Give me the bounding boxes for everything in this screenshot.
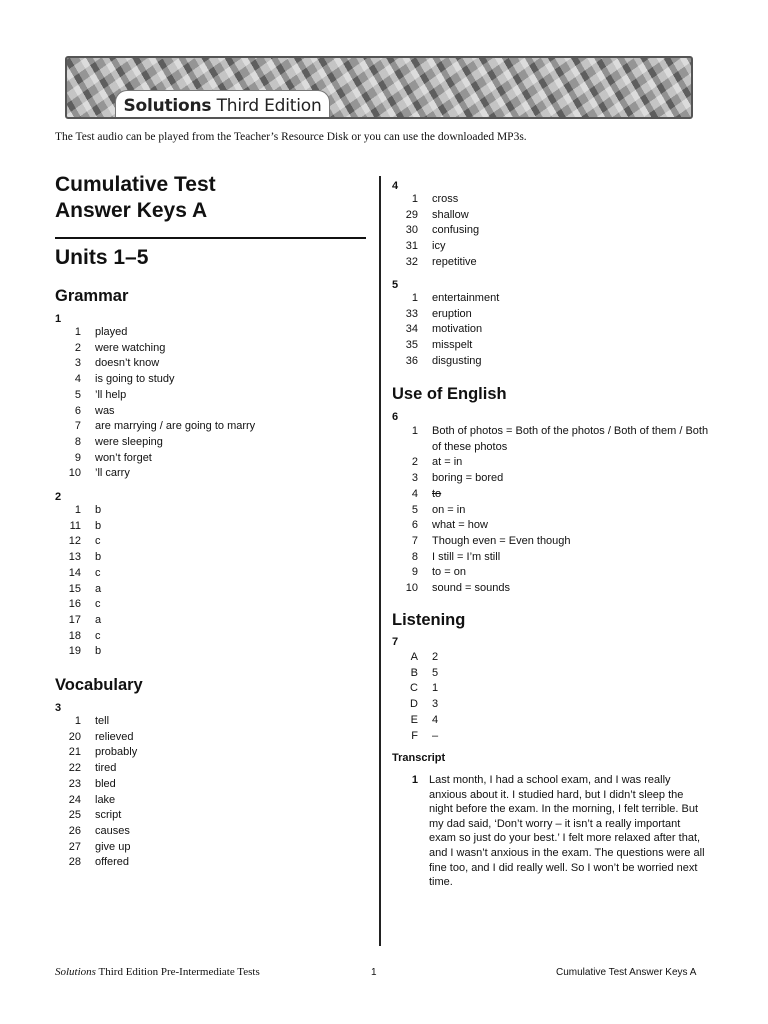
exercise-6-answers: [392, 424, 712, 597]
answer-number: 28: [68, 856, 81, 869]
answer-number: 27: [68, 840, 81, 853]
answer-item: [55, 644, 101, 660]
answer-number: 20: [68, 730, 81, 743]
answer-text: b: [95, 504, 102, 516]
answer-number: 25: [68, 809, 81, 822]
answer-number: 21: [68, 746, 81, 759]
answer-number: 18: [68, 629, 81, 642]
exercise-3-answers: [55, 714, 137, 871]
answer-item: [55, 372, 255, 388]
answer-item: [392, 338, 499, 354]
exercise-number-6: 6: [392, 411, 399, 423]
answer-item: [55, 341, 255, 357]
answer-number: 8: [411, 550, 418, 563]
answer-text: c: [95, 535, 101, 548]
answer-number: 1: [74, 326, 81, 338]
intro-text: The Test audio can be played from the Teacher’s Resource Disk or you can use the downloaded MP3s.: [55, 131, 527, 143]
answer-text: on = in: [432, 503, 466, 516]
answer-number: B: [410, 666, 418, 679]
answer-number: D: [410, 698, 418, 711]
transcript-number: 1: [411, 774, 418, 786]
answer-number: 15: [68, 582, 81, 595]
answer-text: Both of photos = Both of the photos / Both of them / Both of these photos: [432, 425, 709, 453]
answer-item: [392, 534, 712, 550]
footer-page-number: 1: [371, 967, 377, 978]
answer-item: [55, 597, 101, 613]
answer-text: misspelt: [432, 339, 473, 352]
answer-item: [392, 307, 499, 323]
exercise-4-answers: [392, 192, 479, 271]
answer-text: repetitive: [432, 255, 477, 268]
answer-number: 1: [411, 425, 418, 437]
answer-number: 11: [69, 519, 81, 532]
answer-item: [392, 487, 712, 503]
answer-text: ’ll help: [95, 388, 127, 401]
answer-item: [55, 855, 137, 871]
answer-text: ’ll carry: [95, 467, 130, 480]
answer-number: 6: [74, 404, 81, 417]
answer-text: b: [95, 551, 102, 564]
exercise-7-answers: [392, 650, 438, 744]
answer-text: 3: [432, 698, 439, 711]
answer-item: [55, 582, 101, 598]
answer-text: icy: [432, 240, 446, 253]
answer-item: [55, 793, 137, 809]
answer-text: were watching: [95, 341, 166, 354]
answer-text: are marrying / are going to marry: [95, 420, 256, 433]
answer-item: [55, 613, 101, 629]
answer-item: [392, 518, 712, 534]
answer-text: 1: [432, 682, 439, 695]
answer-number: 10: [405, 582, 418, 595]
answer-text: probably: [95, 746, 138, 759]
answer-item: [392, 503, 712, 519]
answer-item: [55, 629, 101, 645]
answer-number: 9: [411, 566, 418, 579]
answer-item: [55, 730, 137, 746]
answer-item: [55, 466, 255, 482]
answer-text: cross: [432, 193, 459, 205]
answer-number: 35: [405, 339, 418, 352]
transcript-text: Last month, I had a school exam, and I was really anxious about it. I studied hard, but I didn’t sleep the night before the exam. In the morning, I felt terrible. But my dad said, ‘Don’t worry – it isn’t a really important exam so just do your best.’ I felt more relaxed after that, and I wasn’t anxious in the exam. The questions were all fine too, and I did really well. So I won’t be worried next time.: [429, 774, 705, 889]
answer-number: 3: [74, 357, 81, 370]
answer-number: 5: [411, 503, 418, 516]
answer-item: [55, 451, 255, 467]
answer-text: were sleeping: [95, 435, 163, 448]
answer-number: 4: [411, 487, 418, 500]
answer-item: [392, 424, 712, 455]
answer-item: [392, 255, 479, 271]
section-listening: Listening: [392, 611, 466, 629]
answer-item: [392, 455, 712, 471]
answer-item: [392, 681, 438, 697]
answer-text: c: [95, 629, 101, 642]
answer-item: [392, 291, 499, 307]
exercise-number-3: 3: [55, 702, 62, 714]
exercise-2-answers: [55, 503, 101, 660]
footer-section-title: Cumulative Test Answer Keys A: [556, 967, 697, 978]
answer-text: at = in: [432, 456, 463, 469]
answer-number: 2: [411, 456, 418, 469]
answer-text: 5: [432, 666, 439, 679]
exercise-number-4: 4: [392, 180, 399, 192]
answer-item: [55, 356, 255, 372]
answer-text: won’t forget: [95, 451, 152, 464]
answer-number: 3: [411, 472, 418, 485]
answer-text: I still = I’m still: [432, 550, 501, 563]
answer-item: [55, 325, 255, 341]
answer-text: to = on: [432, 566, 466, 579]
answer-text: Though even = Even though: [432, 534, 571, 547]
answer-text: what = how: [432, 519, 488, 532]
answer-item: [392, 729, 438, 745]
brand-tab: [115, 90, 330, 119]
answer-item: [392, 581, 712, 597]
answer-text: boring = bored: [432, 472, 504, 485]
exercise-number-2: 2: [55, 491, 62, 503]
answer-number: 26: [68, 824, 81, 837]
answer-item: [55, 808, 137, 824]
answer-text: offered: [95, 856, 130, 869]
answer-number: 6: [411, 519, 418, 532]
column-divider: [379, 176, 381, 946]
answer-item: [392, 565, 712, 581]
answer-text: eruption: [432, 307, 472, 320]
answer-number: 19: [68, 645, 81, 658]
answer-number: 2: [74, 341, 81, 354]
answer-number: 34: [405, 323, 418, 336]
exercise-5-answers: [392, 291, 499, 370]
answer-item: [55, 534, 101, 550]
page-title: Cumulative Test Answer Keys A: [55, 173, 216, 222]
transcript-label: Transcript: [392, 752, 446, 764]
footer-title: Solutions Third Edition Pre-Intermediate Tests: [55, 966, 260, 978]
answer-item: [55, 435, 255, 451]
answer-number: 23: [68, 777, 81, 790]
section-use-of-english: Use of English: [392, 385, 507, 403]
answer-number: 10: [68, 467, 81, 480]
answer-item: [55, 404, 255, 420]
answer-number: 36: [405, 354, 418, 367]
answer-number: 7: [411, 534, 418, 547]
answer-text: b: [95, 519, 102, 532]
answer-text: a: [95, 613, 102, 626]
answer-text: tired: [95, 762, 117, 775]
answer-text: entertainment: [432, 292, 500, 304]
units-heading: Units 1–5: [55, 246, 149, 269]
answer-item: [55, 503, 101, 519]
answer-text: shallow: [432, 208, 469, 221]
answer-number: C: [410, 682, 418, 695]
answer-text: b: [95, 645, 102, 658]
answer-item: [55, 777, 137, 793]
answer-item: [392, 239, 479, 255]
answer-number: 22: [68, 762, 81, 775]
answer-number: 7: [74, 420, 81, 433]
answer-item: [392, 208, 479, 224]
answer-text: 2: [432, 651, 439, 663]
answer-number: 4: [74, 373, 81, 386]
answer-item: [392, 666, 438, 682]
answer-item: [392, 322, 499, 338]
answer-number: 17: [68, 613, 81, 626]
answer-number: 8: [74, 435, 81, 448]
answer-item: [55, 419, 255, 435]
answer-text: doesn’t know: [95, 357, 160, 370]
answer-item: [55, 761, 137, 777]
header-banner: [65, 56, 693, 119]
answer-number: 1: [74, 504, 81, 516]
answer-text: played: [95, 326, 128, 338]
brand-logo: Solutions Third Edition: [123, 96, 322, 116]
answer-item: [55, 840, 137, 856]
answer-text: causes: [95, 824, 130, 837]
answer-text: disgusting: [432, 354, 482, 367]
answer-number: 1: [411, 292, 418, 304]
exercise-number-7: 7: [392, 636, 399, 648]
exercise-number-5: 5: [392, 279, 399, 291]
answer-number: 33: [405, 307, 418, 320]
answer-number: 5: [74, 388, 81, 401]
answer-number: 1: [74, 715, 81, 727]
answer-text: 4: [432, 713, 439, 726]
answer-number: 1: [411, 193, 418, 205]
answer-item: [55, 566, 101, 582]
answer-text: confusing: [432, 224, 480, 237]
answer-text: was: [95, 404, 115, 417]
answer-item: [55, 519, 101, 535]
answer-item: [55, 714, 137, 730]
answer-item: [392, 550, 712, 566]
answer-item: [55, 550, 101, 566]
answer-number: F: [411, 729, 418, 742]
transcript-block: [392, 773, 707, 890]
answer-text: script: [95, 809, 122, 822]
answer-text: relieved: [95, 730, 134, 743]
answer-number: 16: [68, 598, 81, 611]
exercise-number-1: 1: [55, 313, 62, 325]
answer-number: 13: [68, 551, 81, 564]
answer-item: [55, 388, 255, 404]
answer-item: [392, 192, 479, 208]
answer-text: bled: [95, 777, 116, 790]
exercise-1-answers: [55, 325, 255, 482]
answer-number: 32: [405, 255, 418, 268]
answer-text: is going to study: [95, 373, 175, 386]
answer-item: [392, 223, 479, 239]
answer-text: c: [95, 566, 101, 579]
answer-text: sound = sounds: [432, 582, 510, 595]
answer-item: [392, 650, 438, 666]
answer-number: 31: [405, 240, 418, 253]
answer-item: [392, 697, 438, 713]
answer-number: A: [410, 651, 418, 663]
answer-number: 29: [405, 208, 418, 221]
section-grammar: Grammar: [55, 287, 129, 305]
answer-item: [392, 713, 438, 729]
answer-text: –: [432, 729, 439, 742]
answer-text: to: [432, 487, 442, 500]
answer-text: tell: [95, 715, 110, 727]
answer-number: 24: [68, 793, 81, 806]
answer-number: 30: [405, 224, 418, 237]
answer-item: [392, 354, 499, 370]
title-rule: [55, 237, 366, 239]
answer-item: [55, 745, 137, 761]
answer-number: 9: [74, 451, 81, 464]
answer-text: c: [95, 598, 101, 611]
answer-number: 12: [68, 535, 81, 548]
section-vocabulary: Vocabulary: [55, 676, 143, 694]
answer-text: lake: [95, 793, 116, 806]
answer-text: motivation: [432, 323, 483, 336]
answer-text: a: [95, 582, 102, 595]
answer-number: 14: [68, 566, 81, 579]
answer-item: [392, 471, 712, 487]
answer-text: give up: [95, 840, 131, 853]
answer-item: [55, 824, 137, 840]
answer-number: E: [410, 713, 418, 726]
